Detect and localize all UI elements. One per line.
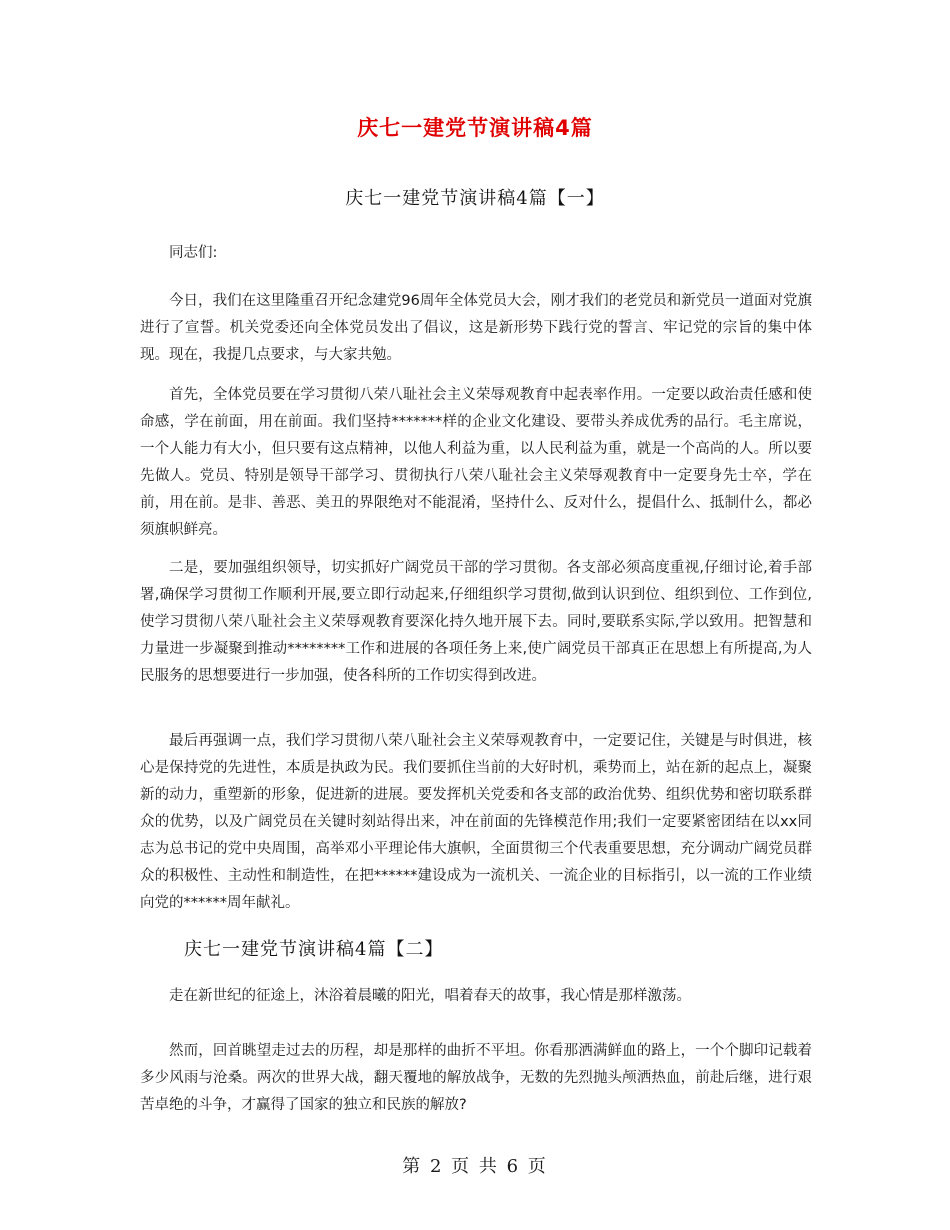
page-number-footer: 第 2 页 共 6 页	[402, 1156, 548, 1177]
salutation: 同志们:	[169, 245, 218, 261]
paragraph-3: 二是，要加强组织领导，切实抓好广阔党员干部的学习贯彻。各支部必须高度重视,仔细讨论,着手部署,确保学习贯彻工作顺利开展,要立即行动起来,仔细组织学习贯彻,做到认识到位、组织到位、工作到位,使学习贯彻八荣八耻社会主义荣辱观教育要深化持久地开展下去。同时,要联系实际,学以致用。把智慧和力量进一步凝聚到推动********工作和进展的各项任务上来,使广阔党员干部真正在思想上有所提高,为人民服务的思想要进行一步加强，使各科所的工作切实得到改进。	[140, 560, 812, 684]
section-title-2: 庆七一建党节演讲稿4篇【二】	[184, 939, 444, 960]
paragraph-2: 首先，全体党员要在学习贯彻八荣八耻社会主义荣辱观教育中起表率作用。一定要以政治责任感和使命感，学在前面，用在前面。我们坚持*******样的企业文化建设、要带头养成优秀的品行。毛主席说，一个人能力有大小，但只要有这点精神，以他人利益为重，以人民利益为重，就是一个高尚的人。所以要先做人。党员、特别是领导干部学习、贯彻执行八荣八耻社会主义荣辱观教育中一定要身先士卒，学在前，用在前。是非、善恶、美丑的界限绝对不能混淆，坚持什么、反对什么，提倡什么、抵制什么，都必须旗帜鲜亮。	[140, 387, 812, 538]
section2-paragraph-1: 走在新世纪的征途上，沐浴着晨曦的阳光，唱着春天的故事，我心情是那样激荡。	[169, 988, 691, 1004]
paragraph-4: 最后再强调一点，我们学习贯彻八荣八耻社会主义荣辱观教育中，一定要记住，关键是与时俱进，核心是保持党的先进性，本质是执政为民。我们要抓住当前的大好时机，乘势而上，站在新的起点上，凝聚新的动力，重塑新的形象，促进新的进展。要发挥机关党委和各支部的政治优势、组织优势和密切联系群众的优势，以及广阔党员在关键时刻站得出来，冲在前面的先锋模范作用;我们一定要紧密团结在以xx同志为总书记的党中央周围，高举邓小平理论伟大旗帜，全面贯彻三个代表重要思想，充分调动广阔党员群众的积极性、主动性和制造性，在把******建设成为一流机关、一流企业的目标指引，以一流的工作业绩向党的******周年献礼。	[140, 733, 812, 911]
paragraph-1: 今日，我们在这里隆重召开纪念建党96周年全体党员大会，刚才我们的老党员和新党员一道面对党旗进行了宣誓。机关党委还向全体党员发出了倡议，这是新形势下践行党的誓言、牢记党的宗旨的集中体现。现在，我提几点要求，与大家共勉。	[140, 293, 812, 363]
section2-paragraph-2: 然而，回首眺望走过去的历程，却是那样的曲折不平坦。你看那洒满鲜血的路上，一个个脚印记载着多少风雨与沧桑。两次的世界大战，翻天覆地的解放战争，无数的先烈抛头颅洒热血，前赴后继，进行艰苦卓绝的斗争，才赢得了国家的独立和民族的解放?	[140, 1043, 812, 1113]
document-title: 庆七一建党节演讲稿4篇	[357, 116, 593, 140]
section-title-1: 庆七一建党节演讲稿4篇【一】	[345, 188, 605, 209]
